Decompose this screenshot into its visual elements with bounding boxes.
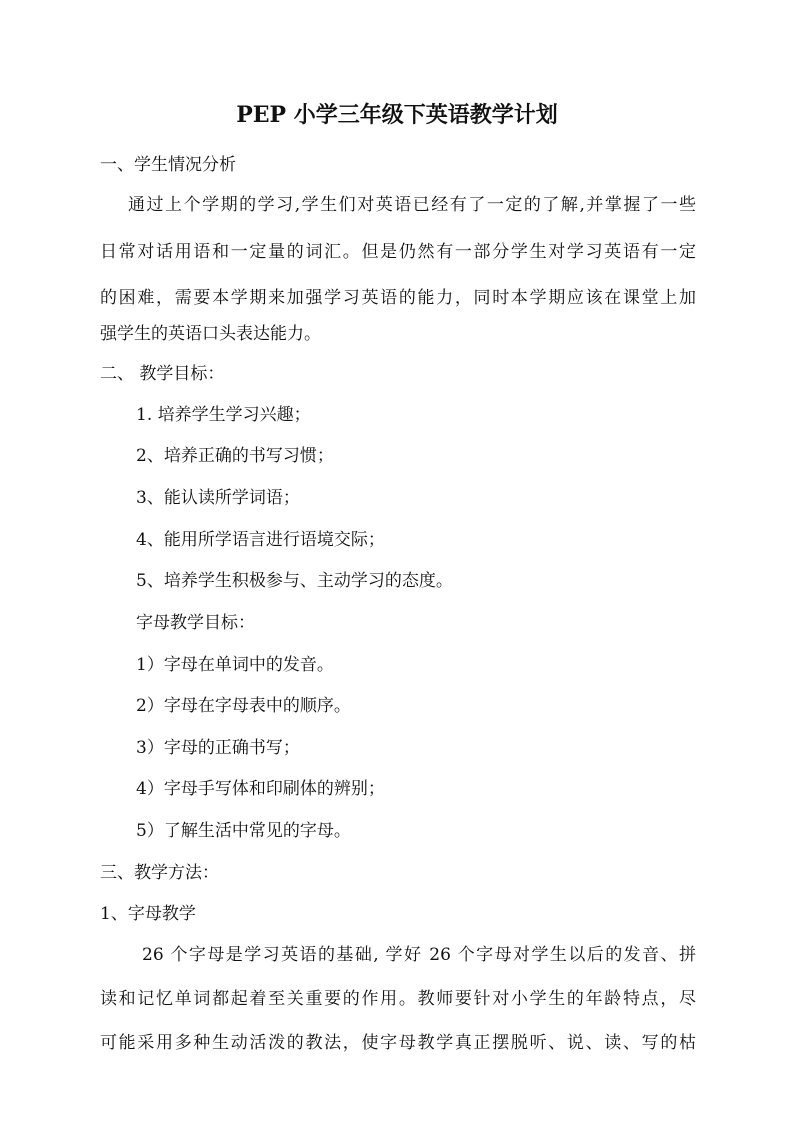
document-title: PEP 小学三年级下英语教学计划 xyxy=(236,102,558,128)
paragraph-line: 日常对话用语和一定量的词汇。但是仍然有一部分学生对学习英语有一定 xyxy=(100,242,696,262)
paragraph-line: 强学生的英语口头表达能力。 xyxy=(100,324,321,344)
letter-goal-item: 5）了解生活中常见的字母。 xyxy=(136,821,351,841)
paragraph-line: 通过上个学期的学习,学生们对英语已经有了一定的了解,并掌握了一些 xyxy=(128,195,696,215)
paragraph-line: 可能采用多种生动活泼的教法，使字母教学真正摆脱听、说、读、写的枯 xyxy=(100,1033,696,1053)
goal-item: 3、能认读所学词语； xyxy=(136,488,300,508)
letter-goal-item: 3）字母的正确书写； xyxy=(136,738,300,758)
paragraph-line: 26 个字母是学习英语的基础, 学好 26 个字母对学生以后的发音、拼 xyxy=(142,945,696,965)
paragraph-line: 读和记忆单词都起着至关重要的作用。教师要针对小学生的年龄特点，尽 xyxy=(100,989,696,1009)
paragraph-line: 的困难，需要本学期来加强学习英语的能力，同时本学期应该在课堂上加 xyxy=(100,288,696,308)
goal-item: 2、培养正确的书写习惯； xyxy=(136,446,334,466)
letter-goal-item: 2）字母在字母表中的顺序。 xyxy=(136,696,351,716)
section-heading-student-analysis: 一、学生情况分析 xyxy=(100,155,236,175)
letter-goal-item: 1）字母在单词中的发音。 xyxy=(136,655,334,675)
goal-item: 1. 培养学生学习兴趣； xyxy=(136,405,311,425)
letter-goals-heading: 字母教学目标： xyxy=(136,613,255,633)
section-heading-teaching-goals: 二、 教学目标： xyxy=(100,364,225,384)
subheading-letter-teaching: 1、字母教学 xyxy=(100,904,196,924)
goal-item: 5、培养学生积极参与、主动学习的态度。 xyxy=(136,571,453,591)
goal-item: 4、能用所学语言进行语境交际； xyxy=(136,530,385,550)
letter-goal-item: 4）字母手写体和印刷体的辨别； xyxy=(136,779,385,799)
section-heading-teaching-methods: 三、教学方法： xyxy=(100,863,219,883)
